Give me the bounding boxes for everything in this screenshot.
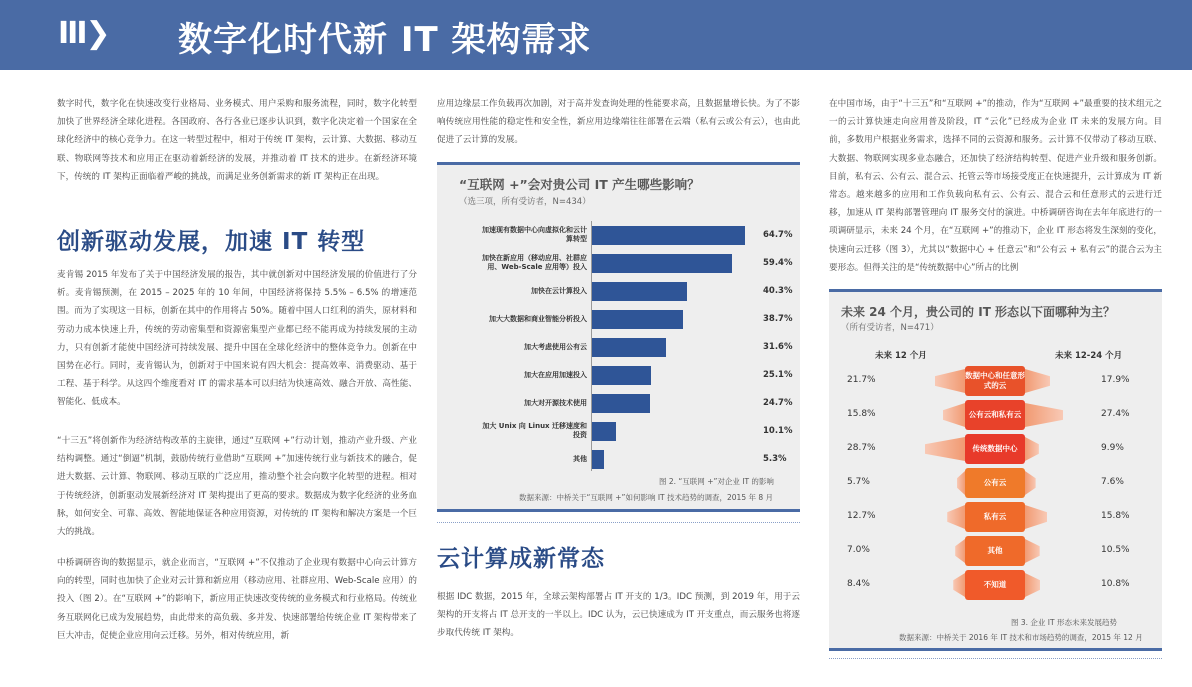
- bar: [592, 366, 651, 385]
- chart1-source: 数据来源：中桥关于“互联网 +”如何影响 IT 技术趋势的调查，2015 年 8 月: [519, 493, 774, 502]
- right-share-wedge: [1025, 471, 1036, 495]
- right-share-wedge: [1025, 573, 1040, 597]
- bar-value-label: 24.7%: [763, 398, 793, 408]
- bar-value-label: 31.6%: [763, 342, 793, 352]
- left-share-wedge: [957, 471, 965, 495]
- right-share-wedge: [1025, 539, 1040, 563]
- left-value-label: 8.4%: [847, 579, 870, 589]
- bar-value-label: 38.7%: [763, 314, 793, 324]
- divider: [437, 522, 800, 523]
- trend-row: [829, 434, 1162, 464]
- trend-row: [829, 366, 1162, 396]
- chart2-col-left-header: 未来 12 个月: [875, 351, 927, 361]
- col1-paragraph-2: “十三五”将创新作为经济结构改革的主旋律，通过“互联网 +”行动计划，推动产业升级、产业结构调整。通过“倒逼”机制，鼓励传统行业借助“互联网 +”加速传统行业与新技术的融合，促进大数据、云计算、物联网、移动互联的广泛应用，推动整个社会向数字化转型的进程。相对于传统经济，创新驱动发展新经济对 IT 架构提出了更高的要求。数据成为数字化经济的业务血脉，如何安全、可靠、高效、智能地保证各种应用资源，对传统的 IT 架构和解决方案是一个巨大的挑战。: [57, 436, 417, 538]
- left-share-wedge: [925, 437, 965, 461]
- bar-row: [437, 421, 800, 443]
- left-share-wedge: [953, 573, 965, 597]
- right-share-wedge: [1025, 403, 1063, 427]
- bar-value-label: 64.7%: [763, 230, 793, 240]
- bar-value-label: 40.3%: [763, 286, 793, 296]
- bar-row: [437, 253, 800, 275]
- bar: [592, 450, 604, 469]
- chart2-col-right-header: 未来 12-24 个月: [1055, 351, 1123, 361]
- trend-row: [829, 502, 1162, 532]
- right-value-label: 9.9%: [1101, 443, 1124, 453]
- category-box: 不知道: [965, 570, 1025, 600]
- bar-row: [437, 225, 800, 247]
- bar-label: 加速现有数据中心向虚拟化和云计算转型: [482, 226, 587, 243]
- bar-label: 加大考虑使用公有云: [524, 343, 587, 351]
- left-value-label: 7.0%: [847, 545, 870, 555]
- chart1-caption: 图 2. “互联网 +”对企业 IT 的影响: [659, 477, 774, 486]
- bar: [592, 422, 616, 441]
- bar-row: [437, 281, 800, 303]
- bar-label: 其他: [573, 455, 587, 463]
- bar-row: [437, 309, 800, 331]
- trend-row: [829, 570, 1162, 600]
- page-title: 数字化时代新 IT 架构需求: [178, 20, 592, 60]
- left-share-wedge: [935, 369, 965, 393]
- divider: [829, 658, 1162, 659]
- bar: [592, 338, 666, 357]
- bar-label: 加大在应用加速投入: [524, 371, 587, 379]
- right-value-label: 15.8%: [1101, 511, 1130, 521]
- bar-label: 加快在云计算投入: [531, 287, 587, 295]
- bar-row: [437, 365, 800, 387]
- chart2-caption: 图 3. 企业 IT 形态未来发展趋势: [1011, 618, 1117, 627]
- col1-paragraph-1: 麦肯锡 2015 年发布了关于中国经济发展的报告，其中就创新对中国经济发展的价值进行了分析。麦肯锡预测，在 2015 – 2025 年的 10 年间，中国经济将保持 5.5% – 6.5% 的增速范围。而为了实现这一目标，创新在其中的作用将占 50%。随着中国人口红利的消失，原材料和劳动力成本快速上升，传统的劳动密集型和资源密集型产业都已经不能再成为持续发展的主动力，只有创新才能使中国经济可持续发展、提升中国在全球化经济中的整体竞争力。创新在中国势在必行。同时，麦肯锡认为，创新对于中国来说有四大机会：提高效率、消费驱动、基于工程、基于科学。从这四个维度看对 IT 的需求基本可以归结为快速高效、融合开放、高性能、智能化、低成本。: [57, 270, 417, 408]
- right-value-label: 27.4%: [1101, 409, 1130, 419]
- page-header: [0, 0, 1192, 70]
- bar-row: [437, 337, 800, 359]
- col3-paragraph-1: 在中国市场，由于“十三五”和“互联网 +”的推动，作为“互联网 +”最重要的技术组元之一的云计算快速走向应用普及阶段，IT “云化”已经成为企业 IT 未来的发展方向。目前，多数用户根据业务需求，选择不同的云资源和服务。云计算不仅带动了移动互联、大数据、物联网实现多业态融合，还加快了经济结构转型、促进产业升级和服务创新。目前，私有云、公有云、混合云、托管云等市场接受度正在快速提升，云计算成为 IT 新常态。越来越多的应用和工作负载向私有云、公有云、混合云和任意形式的云进行迁移，加速从 IT 架构部署管理向 IT 服务交付的演进。中桥调研咨询在去年年底进行的一项调研显示，未来 24 个月，在“互联网 +”的推动下，企业 IT 形态将发生深刻的变化，快速向云迁移（图 3），尤其以“数据中心 + 任意云”和“公有云 + 私有云”的混合云为主要形态。但得关注的是“传统数据中心”所占的比例: [829, 99, 1162, 273]
- trend-row: [829, 400, 1162, 430]
- category-box: 传统数据中心: [965, 434, 1025, 464]
- category-box: 私有云: [965, 502, 1025, 532]
- left-value-label: 5.7%: [847, 477, 870, 487]
- bar-value-label: 59.4%: [763, 258, 793, 268]
- chart2-source: 数据来源：中桥关于 2016 年 IT 技术和市场趋势的调查，2015 年 12 月: [899, 633, 1143, 642]
- category-box: 其他: [965, 536, 1025, 566]
- bar-row: [437, 449, 800, 471]
- left-value-label: 12.7%: [847, 511, 876, 521]
- right-share-wedge: [1025, 505, 1047, 529]
- col2-paragraph-1: 根据 IDC 数据，2015 年，全球云架构部署占 IT 开支的 1/3。IDC 预测，到 2019 年，用于云架构的开支将占 IT 总开支的一半以上。IDC 认为，云已快速成为 IT 开支重点，而云服务也将逐步取代传统 IT 架构。: [437, 592, 800, 639]
- bar-value-label: 25.1%: [763, 370, 793, 380]
- left-value-label: 28.7%: [847, 443, 876, 453]
- bar: [592, 394, 650, 413]
- right-share-wedge: [1025, 437, 1039, 461]
- bar: [592, 282, 687, 301]
- trend-row: [829, 536, 1162, 566]
- category-box: 公有云: [965, 468, 1025, 498]
- impact-bar-chart: [437, 162, 800, 512]
- right-value-label: 17.9%: [1101, 375, 1130, 385]
- right-value-label: 10.8%: [1101, 579, 1130, 589]
- trend-row: [829, 468, 1162, 498]
- bar-label: 加快在新应用（移动应用、社群应用、Web-Scale 应用等）投入: [482, 254, 587, 271]
- col1-paragraph-3: 中桥调研咨询的数据显示，就企业而言，“互联网 +”不仅推动了企业现有数据中心向云计算方向的转型，同时也加快了企业对云计算和新应用（移动应用、社群应用、Web-Scale 应用）的投入（图 2）。在“互联网 +”的影响下，新应用正快速改变传统的业务模式和行业格局。传统业务互联网化已成为发展趋势，由此带来的高负载、多并发、快速部署给传统企业 IT 架构带来了巨大冲击，促使企业应用向云迁移。另外，相对传统应用，新: [57, 558, 417, 641]
- left-value-label: 15.8%: [847, 409, 876, 419]
- right-value-label: 10.5%: [1101, 545, 1130, 555]
- chart2-title: 未来 24 个月，贵公司的 IT 形态以下面哪种为主？: [841, 305, 1116, 319]
- col2-top-paragraph: 应用边缘层工作负载再次加剧，对于高并发查询处理的性能要求高，且数据量增长快。为了不影响传统应用性能的稳定性和安全性，新应用边缘端往往部署在云端（私有云或公有云），也由此促进了云计算的发展。: [437, 99, 800, 146]
- left-share-wedge: [943, 403, 965, 427]
- section-heading-innovation: 创新驱动发展，加速 IT 转型: [57, 229, 366, 255]
- it-form-trend-chart: [829, 289, 1162, 651]
- bar: [592, 310, 683, 329]
- col1-intro: 数字时代，数字化在快速改变行业格局、业务模式、用户采购和服务流程，同时，数字化转型加快了世界经济全球化进程。各国政府、各行各业已逐步认识到，数字化决定着一个国家在全球化经济中的核心竞争力。在这一转型过程中，相对于传统 IT 架构，云计算、大数据、移动互联、物联网等技术和应用正在驱动着新经济的发展，并推动着 IT 技术的进步。在新经济环境下，传统的 IT 架构正面临着严峻的挑战，而满足业务创新需求的新 IT 架构正在出现。: [57, 99, 417, 182]
- section-marker-icon: III❯: [58, 16, 109, 51]
- bar-value-label: 10.1%: [763, 426, 793, 436]
- chart2-subtitle: （所有受访者，N=471）: [841, 323, 939, 333]
- category-box: 公有云和私有云: [965, 400, 1025, 430]
- chart1-subtitle: （选三项，所有受访者，N=434）: [459, 197, 591, 207]
- left-share-wedge: [955, 539, 965, 563]
- left-share-wedge: [947, 505, 965, 529]
- left-value-label: 21.7%: [847, 375, 876, 385]
- bar: [592, 226, 745, 245]
- chart1-title: “互联网 +”会对贵公司 IT 产生哪些影响？: [459, 177, 700, 192]
- category-box: 数据中心和任意形式的云: [965, 366, 1025, 396]
- bar: [592, 254, 732, 273]
- bar-label: 加大 Unix 向 Linux 迁移速度和投资: [482, 422, 587, 439]
- right-share-wedge: [1025, 369, 1050, 393]
- bar-label: 加大大数据和商业智能分析投入: [489, 315, 587, 323]
- section-heading-cloud: 云计算成新常态: [437, 546, 605, 572]
- bar-label: 加大对开源技术使用: [524, 399, 587, 407]
- right-value-label: 7.6%: [1101, 477, 1124, 487]
- bar-value-label: 5.3%: [763, 454, 787, 464]
- bar-row: [437, 393, 800, 415]
